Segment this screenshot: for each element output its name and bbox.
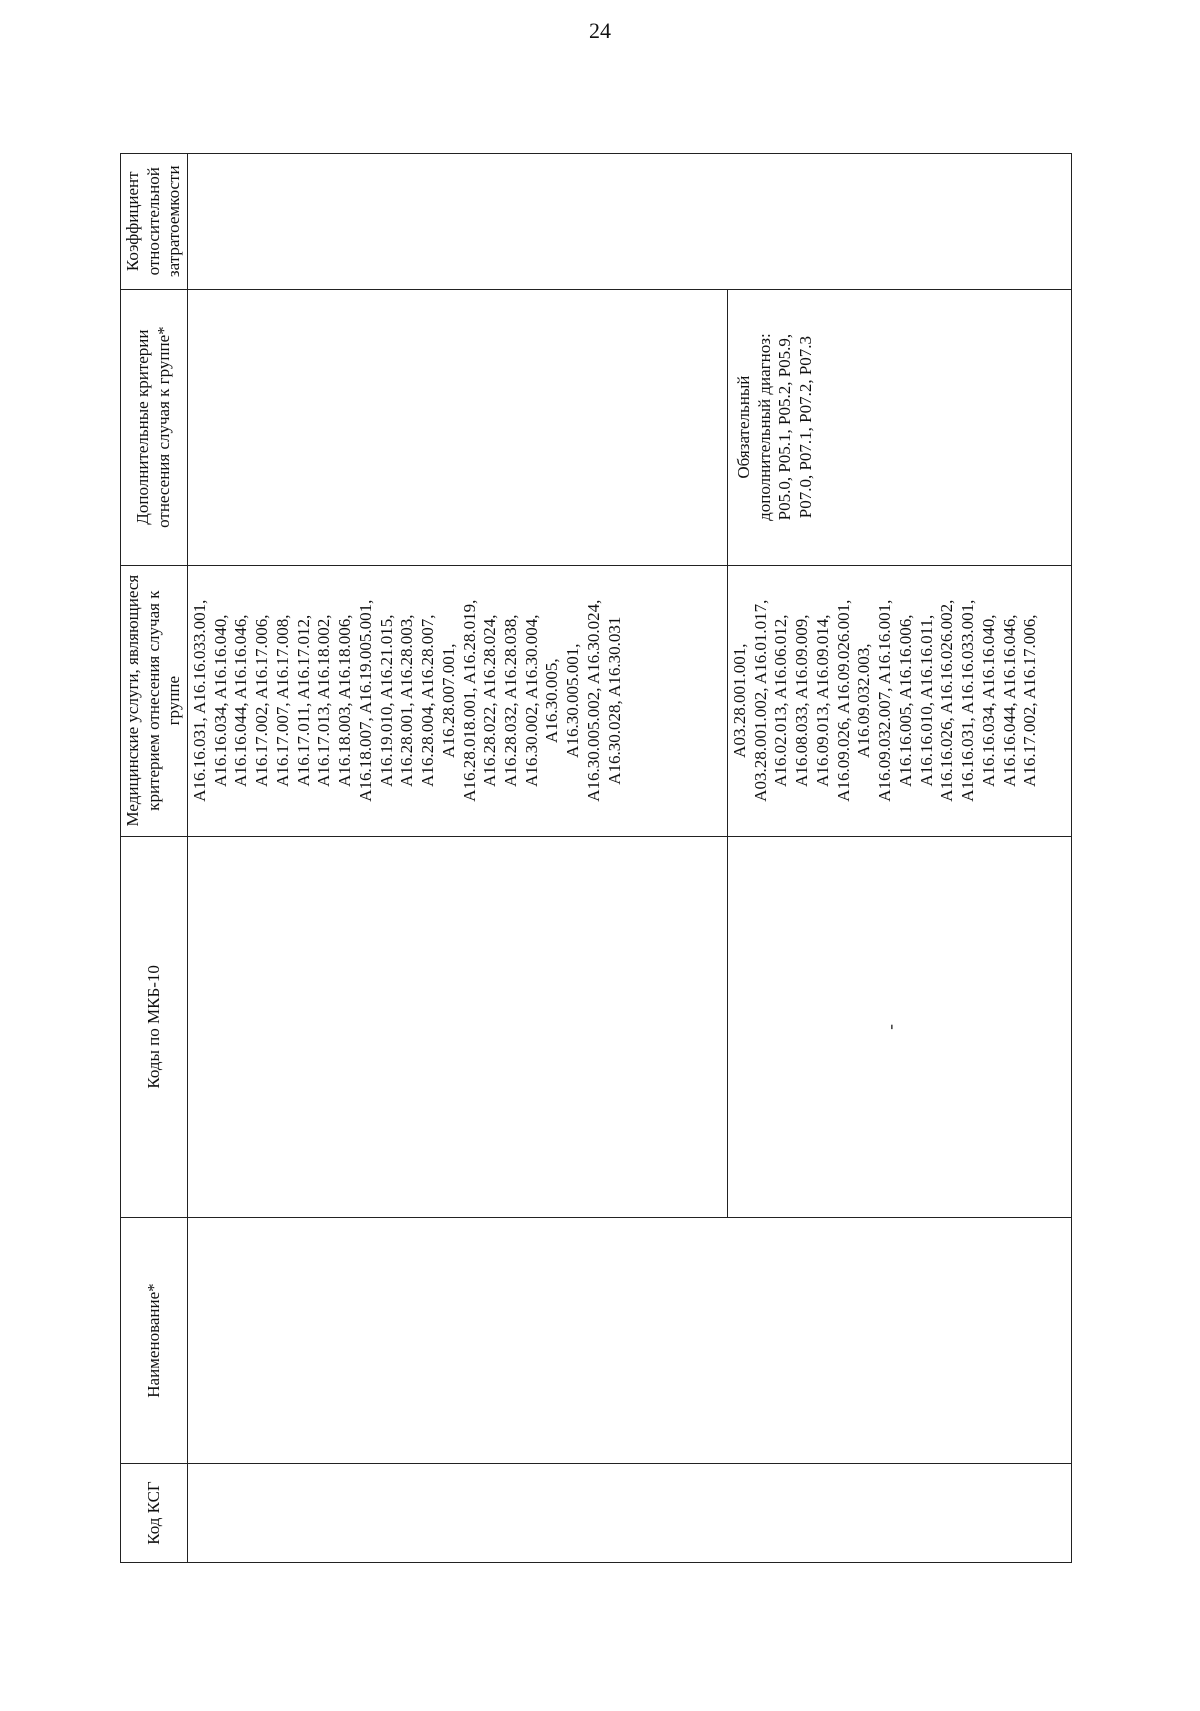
- service-code-line: A16.16.031, A16.16.033.001,: [190, 599, 209, 802]
- cell-coefficient: [188, 154, 1072, 290]
- cell-services: [728, 565, 1072, 836]
- service-code-line: A16.28.018.001, A16.28.019,: [459, 599, 479, 802]
- service-code-line: A16.28.004, A16.28.007,: [418, 614, 438, 787]
- service-code-line: A16.17.007, A16.17.008,: [272, 614, 292, 787]
- icd10-dash: -: [881, 1024, 901, 1030]
- service-code-line: A16.16.044, A16.16.046,: [999, 614, 1019, 787]
- rotated-table-container: [120, 153, 1070, 1563]
- header-icd10: Коды по МКБ-10: [121, 836, 188, 1217]
- service-code-line: A16.30.005.002, A16.30.024,: [583, 599, 603, 802]
- service-code-line: A16.30.028, A16.30.031: [604, 616, 624, 785]
- service-code-line: A16.17.013, A16.18.002,: [314, 614, 334, 787]
- header-name: Наименование*: [121, 1218, 188, 1464]
- page-number: 24: [589, 18, 611, 43]
- service-code-line: A16.17.011, A16.17.012,: [293, 614, 313, 787]
- header-criteria: Дополнительные критерии отнесения случая к группе*: [121, 289, 188, 565]
- service-code-line: A16.09.032.007, A16.16.001,: [875, 599, 895, 802]
- service-code-line: A16.09.013, A16.09.014,: [812, 614, 832, 787]
- service-code-line: A16.28.007.001,: [438, 643, 458, 758]
- service-code-line: A16.28.001, A16.28.003,: [397, 614, 417, 787]
- service-code-line: A16.30.005.001,: [563, 643, 583, 758]
- cell-criteria: Обязательный дополнительный диагноз: P05.0, P05.1, P05.2, P05.9, P07.0, P07.1, P07.2, P07.3: [728, 289, 1072, 565]
- service-code-line: A16.28.032, A16.28.038,: [501, 614, 521, 787]
- cell-criteria: [188, 289, 728, 565]
- service-code-line: A16.02.013, A16.06.012,: [771, 614, 791, 787]
- ksg-table: [120, 153, 1072, 1563]
- cell-ksg-code: [188, 1464, 1072, 1563]
- service-code-line: A16.16.034, A16.16.040,: [978, 614, 998, 787]
- service-code-line: A16.16.034, A16.16.040,: [210, 614, 230, 787]
- service-code-line: A16.16.010, A16.16.011,: [916, 614, 936, 787]
- service-code-line: A16.17.002, A16.17.006,: [1020, 614, 1040, 787]
- service-code-line: A16.16.044, A16.16.046,: [231, 614, 251, 787]
- header-ksg-code: Код КСГ: [121, 1464, 188, 1563]
- table-row: [188, 154, 728, 1563]
- service-code-line: A16.30.005,: [542, 658, 562, 743]
- service-code-line: A16.16.031, A16.16.033.001,: [958, 599, 978, 802]
- header-services: Медицинские услуги, являющиеся критерием отнесения случая к группе: [121, 565, 188, 836]
- table-header-row: [121, 154, 188, 1563]
- service-code-line: A16.09.026, A16.09.026.001,: [833, 599, 853, 802]
- service-code-line: A16.18.003, A16.18.006,: [335, 614, 355, 787]
- service-code-line: A16.30.002, A16.30.004,: [521, 614, 541, 787]
- cell-services: [188, 565, 728, 836]
- service-code-line: A16.09.032.003,: [854, 643, 874, 758]
- service-code-line: A16.19.010, A16.21.015,: [376, 614, 396, 787]
- cell-icd10: [728, 836, 1072, 1217]
- cell-name: [188, 1218, 1072, 1464]
- service-code-line: A16.16.026, A16.16.026.002,: [937, 599, 957, 802]
- header-coefficient: Коэффициент относительной затратоемкости: [121, 154, 188, 290]
- service-code-line: A03.28.001.002, A16.01.017,: [750, 599, 770, 802]
- service-code-line: A16.17.002, A16.17.006,: [252, 614, 272, 787]
- service-code-line: A16.28.022, A16.28.024,: [480, 614, 500, 787]
- service-code-line: A03.28.001.001,: [730, 643, 749, 758]
- cell-icd10: [188, 836, 728, 1217]
- service-code-line: A16.08.033, A16.09.009,: [792, 614, 812, 787]
- service-code-line: A16.16.005, A16.16.006,: [895, 614, 915, 787]
- service-code-line: A16.18.007, A16.19.005.001,: [355, 599, 375, 802]
